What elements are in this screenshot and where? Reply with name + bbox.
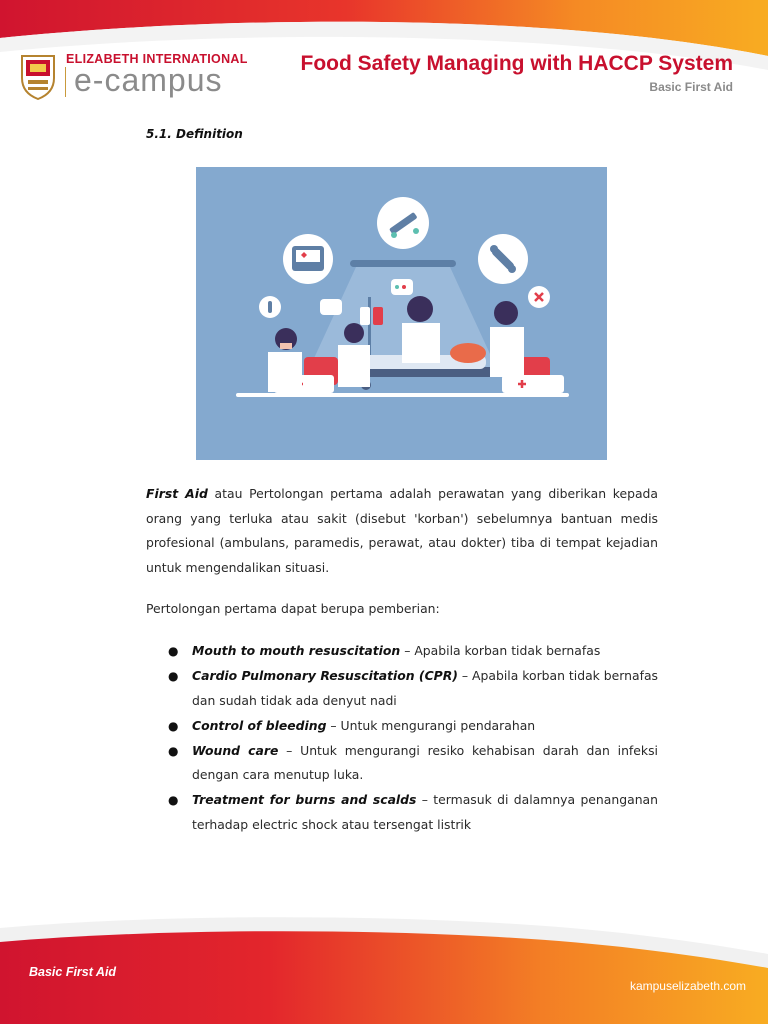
footer-website: kampuselizabeth.com xyxy=(629,979,746,993)
first-aid-term: First Aid xyxy=(146,486,208,501)
monitor-icon xyxy=(283,234,333,284)
document-subtitle: Basic First Aid xyxy=(649,80,733,94)
logo xyxy=(16,50,246,102)
list-item xyxy=(146,714,658,739)
syringe-icon xyxy=(377,197,429,249)
list-item-term: Wound care xyxy=(192,742,279,758)
bullet-icon: ● xyxy=(168,644,179,658)
first-aid-illustration xyxy=(196,167,607,460)
brand-divider xyxy=(65,67,66,97)
bullet-icon: ● xyxy=(168,669,179,683)
bullet-icon: ● xyxy=(168,718,179,733)
document-title: Food Safety Managing with HACCP System xyxy=(300,52,733,75)
list-item-desc: – Apabila korban tidak bernafas xyxy=(400,643,601,658)
list-item-term: Control of bleeding xyxy=(192,717,327,733)
list-item-term: Cardio Pulmonary Resuscitation (CPR) xyxy=(192,668,458,683)
bullet-icon: ● xyxy=(168,743,179,758)
list-item-desc: – Apabila korban tidak bernafas dan sudah tidak ada denyut nadi xyxy=(192,668,659,708)
first-aid-list xyxy=(146,639,658,838)
info-icon xyxy=(259,296,281,318)
list-item-desc: – Untuk mengurangi pendarahan xyxy=(326,717,536,733)
list-item xyxy=(146,739,658,788)
brand-name: ELIZABETH INTERNATIONAL xyxy=(66,52,248,66)
bullet-icon: ● xyxy=(168,793,179,807)
brand-wordmark: e-campus xyxy=(74,62,223,98)
list-item xyxy=(146,788,658,837)
list-item xyxy=(146,664,658,713)
bone-xray-icon xyxy=(478,234,528,284)
list-item-term: Mouth to mouth resuscitation xyxy=(192,643,401,658)
section-heading: 5.1. Definition xyxy=(146,127,243,141)
footer-band xyxy=(0,900,768,1024)
list-intro: Pertolongan pertama dapat berupa pemberian: xyxy=(146,601,440,616)
list-item-desc: – Untuk mengurangi resiko kehabisan darah dan infeksi dengan cara menutup luka. xyxy=(192,742,658,782)
list-item-desc: – termasuk di dalamnya penanganan terhadap electric shock atau tersengat listrik xyxy=(192,792,658,832)
definition-text: atau Pertolongan pertama adalah perawatan yang diberikan kepada orang yang terluka atau sakit (disebut 'korban') sebelumnya bantuan medis profesional (ambulans, paramedis, perawat, atau dokter) tiba di tempat kejadian untuk mengendalikan situasi. xyxy=(146,486,658,575)
crest-icon xyxy=(16,52,60,100)
definition-paragraph xyxy=(146,482,658,580)
list-item-term: Treatment for burns and scalds xyxy=(192,792,417,807)
close-icon xyxy=(528,286,550,308)
list-item xyxy=(146,639,658,664)
footer-title: Basic First Aid xyxy=(29,965,117,979)
